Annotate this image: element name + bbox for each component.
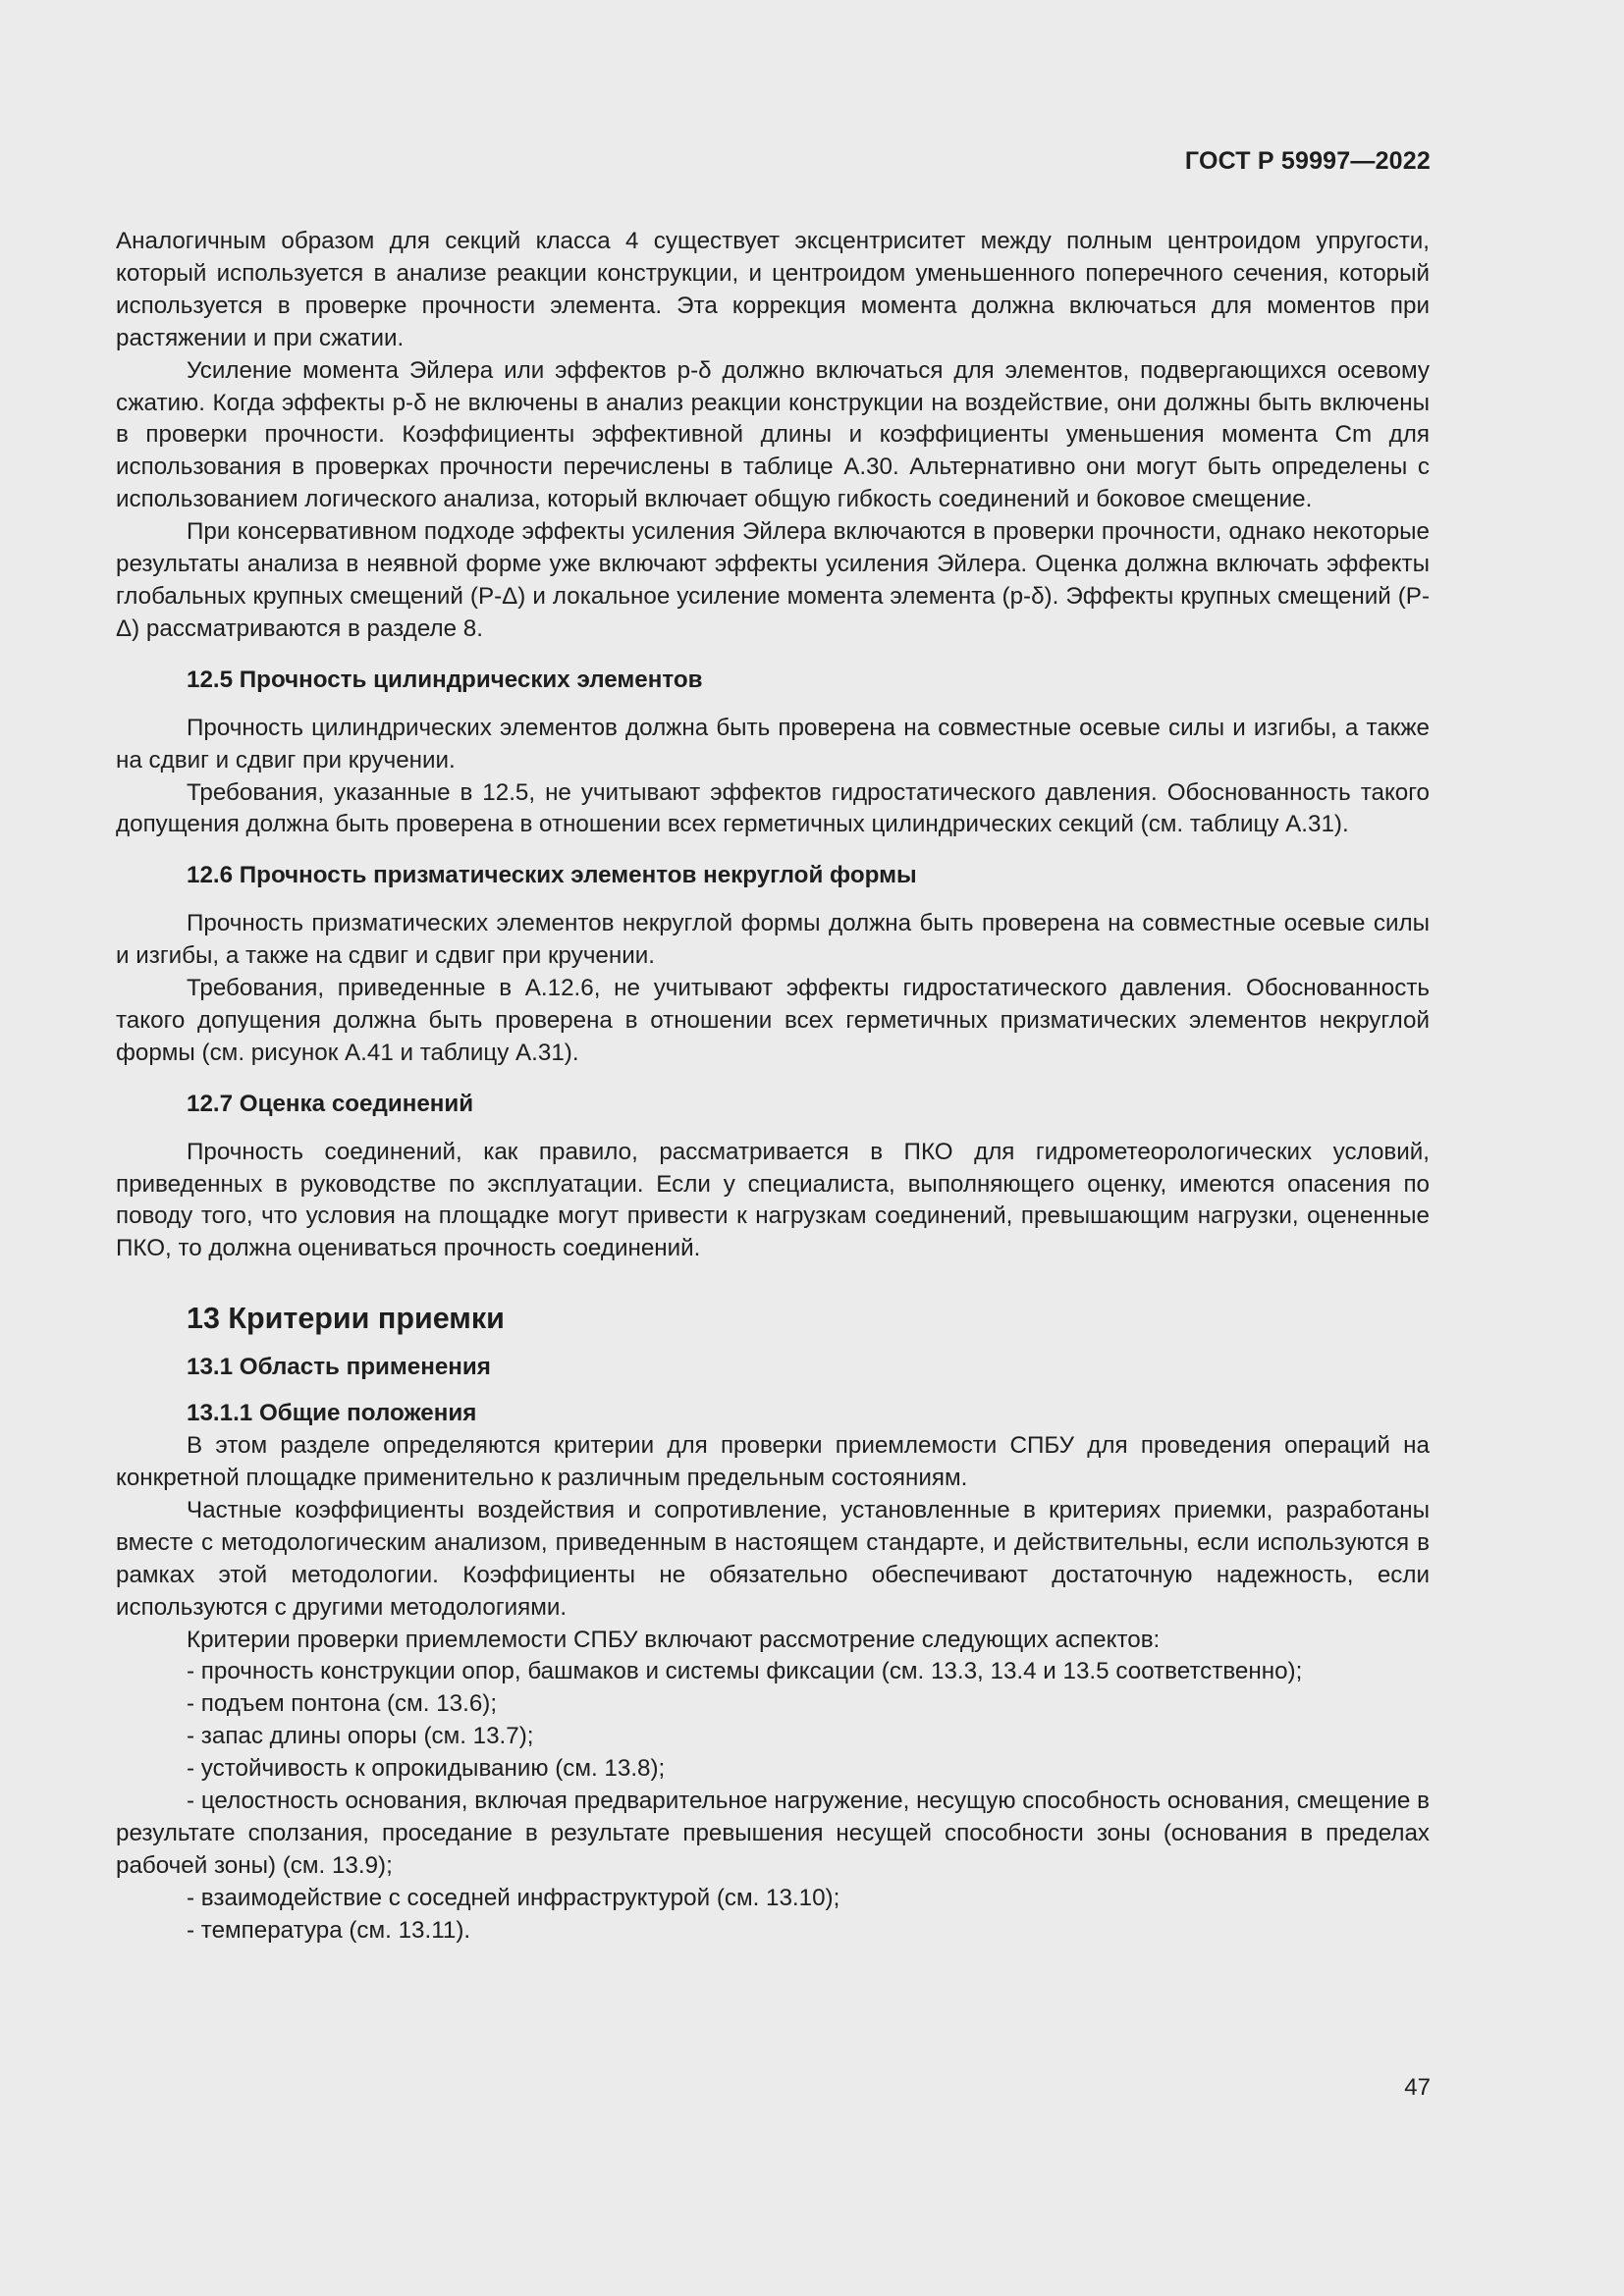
section-heading-13-1: 13.1 Область применения [187,1354,491,1381]
section-heading-13-1-1: 13.1.1 Общие положения [187,1400,477,1427]
paragraph: Прочность соединений, как правило, рассматривается в ПКО для гидрометеорологических условий, приведенных в руководстве по эксплуатации. Если у специалиста, выполняющего оценку, имеются опасения по поводу того, что условия на площадке могут привести к нагрузкам соединений, превышающим нагрузки, оцененные ПКО, то должна оцениваться прочность соединений. [116,1138,1430,1262]
paragraph: Частные коэффициенты воздействия и сопротивление, установленные в критериях приемки, разработаны вместе с методологическим анализом, приведенным в настоящем стандарте, и действительны, если используются в рамках этой методологии. Коэффициенты не обязательно обеспечивают достаточную надежность, если используются с другими методологиями. [116,1496,1430,1621]
list-item: - устойчивость к опрокидыванию (см. 13.8); [187,1755,666,1783]
list-item: - прочность конструкции опор, башмаков и системы фиксации (см. 13.3, 13.4 и 13.5 соответственно); [187,1658,1303,1685]
list-item: - целостность основания, включая предварительное нагружение, несущую способность основания, смещение в результате сползания, проседание в результате превышения несущей способности зоны (основания в пределах рабочей зоны) (см. 13.9); [116,1788,1430,1879]
paragraph: Требования, указанные в 12.5, не учитывают эффектов гидростатического давления. Обоснованность такого допущения должна быть проверена в отношении всех герметичных цилиндрических секций (см. таблицу А.31). [116,778,1430,838]
paragraph: Усиление момента Эйлера или эффектов p-δ должно включаться для элементов, подвергающихся осевому сжатию. Когда эффекты p-δ не включены в анализ реакции конструкции на воздействие, они должны быть включены в проверки прочности. Коэффициенты эффективной длины и коэффициенты уменьшения момента Cm для использования в проверках прочности перечислены в таблице А.30. Альтернативно они могут быть определены с использованием логического анализа, который включает общую гибкость соединений и боковое смещение. [116,356,1430,513]
chapter-heading-13: 13 Критерии приемки [187,1302,505,1336]
section-heading-12-5: 12.5 Прочность цилиндрических элементов [187,666,703,693]
paragraph: В этом разделе определяются критерии для проверки приемлемости СПБУ для проведения операций на конкретной площадке применительно к различным предельным состояниям. [116,1432,1430,1491]
paragraph: Прочность цилиндрических элементов должна быть проверена на совместные осевые силы и изгибы, а также на сдвиг и сдвиг при кручении. [116,714,1430,774]
paragraph: При консервативном подходе эффекты усиления Эйлера включаются в проверки прочности, однако некоторые результаты анализа в неявной форме уже включают эффекты усиления Эйлера. Оценка должна включать эффекты глобальных крупных смещений (P-Δ) и локальное усиление момента элемента (p-δ). Эффекты крупных смещений (P-Δ) рассматриваются в разделе 8. [116,518,1430,642]
page-number: 47 [1404,2074,1431,2101]
paragraph: Критерии проверки приемлемости СПБУ включают рассмотрение следующих аспектов: [187,1626,1161,1653]
list-item: - запас длины опоры (см. 13.7); [187,1723,534,1750]
page-body [116,226,1430,1948]
paragraph: Аналогичным образом для секций класса 4 существует эксцентриситет между полным центроидом упругости, который используется в анализе реакции конструкции, и центроидом уменьшенного поперечного сечения, который используется в проверке прочности элемента. Эта коррекция момента должна включаться для моментов при растяжении и при сжатии. [116,228,1430,351]
paragraph: Прочность призматических элементов некруглой формы должна быть проверена на совместные осевые силы и изгибы, а также на сдвиг и сдвиг при кручении. [116,910,1430,970]
document-header: ГОСТ Р 59997—2022 [1184,147,1431,175]
list-item: - температура (см. 13.11). [187,1916,471,1944]
criteria-list [116,1656,1430,1947]
list-item: - подъем понтона (см. 13.6); [187,1690,498,1718]
section-heading-12-6: 12.6 Прочность призматических элементов некруглой формы [187,862,917,889]
section-heading-12-7: 12.7 Оценка соединений [187,1090,474,1117]
list-item: - взаимодействие с соседней инфраструктурой (см. 13.10); [187,1884,840,1911]
paragraph: Требования, приведенные в А.12.6, не учитывают эффекты гидростатического давления. Обоснованность такого допущения должна быть проверена в отношении всех герметичных призматических элементов некруглой формы (см. рисунок А.41 и таблицу А.31). [116,975,1430,1066]
